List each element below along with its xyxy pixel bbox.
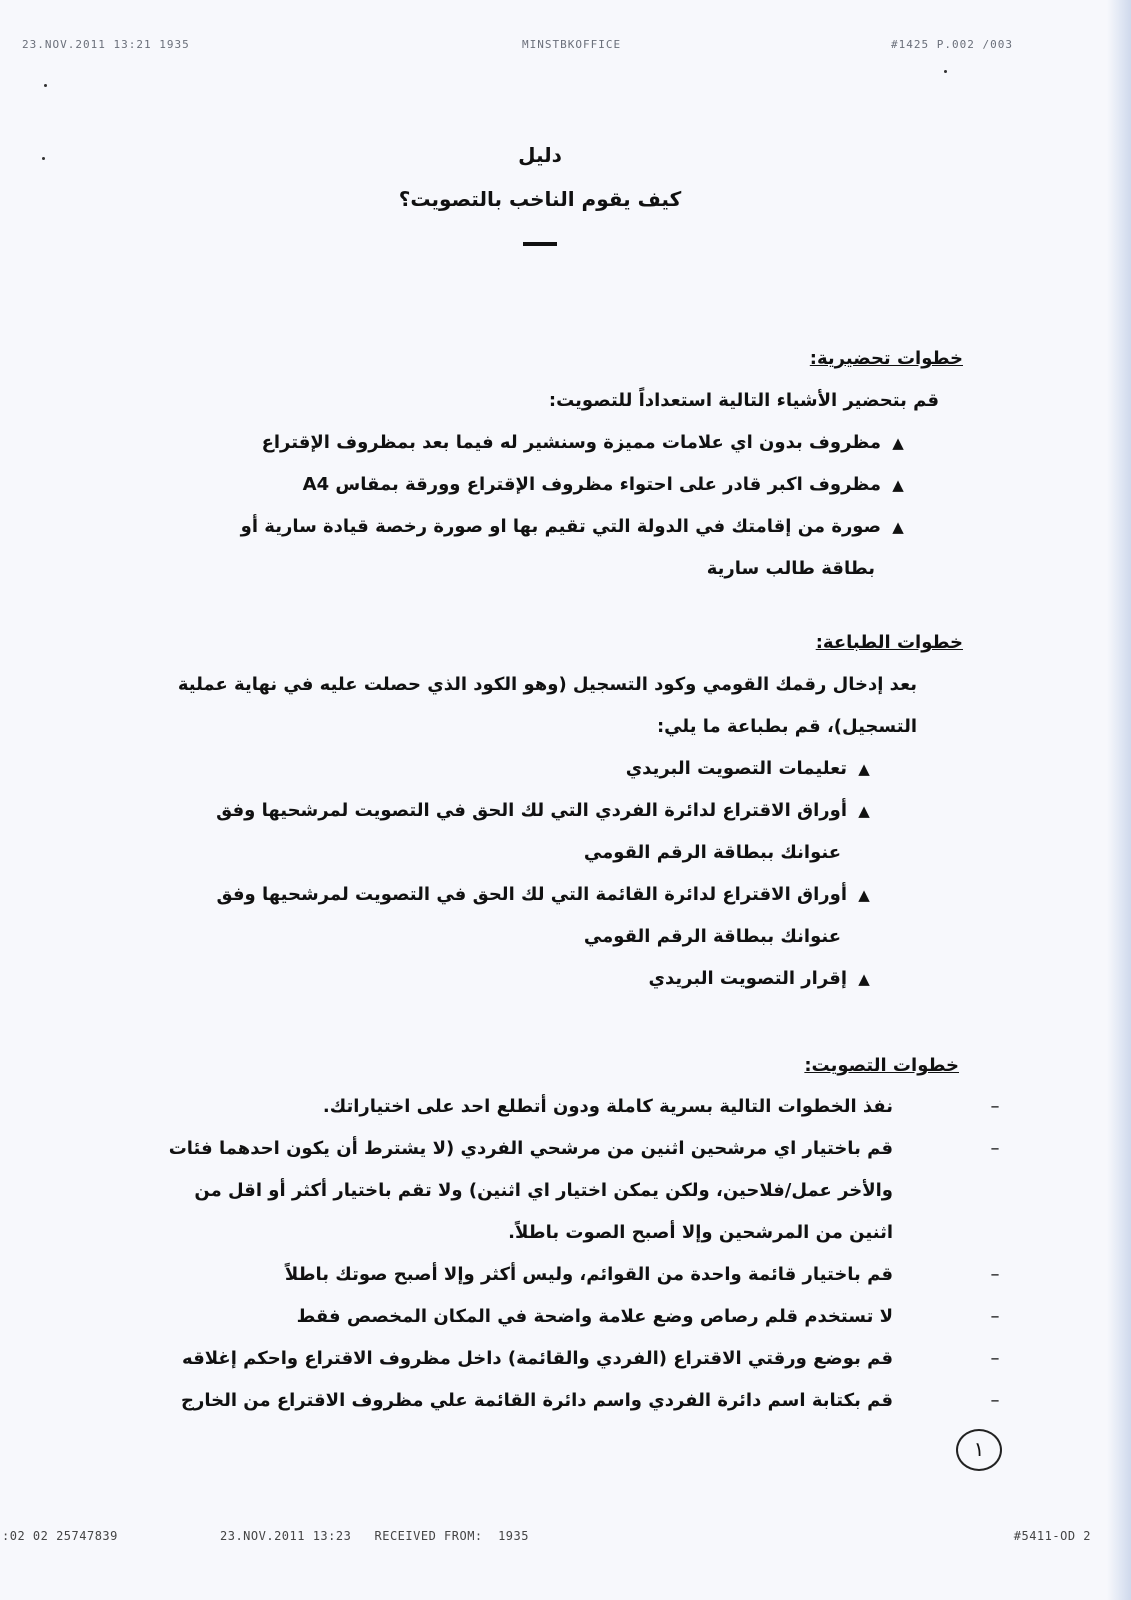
- item-text: أوراق الاقتراع لدائرة القائمة التي لك الحق في التصويت لمرشحيها وفق: [216, 884, 847, 905]
- page-number-circle: ١: [956, 1429, 1002, 1471]
- arrow-bullet-icon: ▲: [858, 760, 870, 778]
- list-item: [92, 1296, 1000, 1338]
- arrow-bullet-icon: ▲: [858, 802, 870, 820]
- fax-header-center: MINSTBKOFFICE: [522, 38, 622, 51]
- list-item: [100, 506, 909, 590]
- item-text: تعليمات التصويت البريدي: [625, 758, 847, 779]
- prep-list: [100, 422, 909, 590]
- doc-subtitle: كيف يقوم الناخب بالتصويت؟: [398, 187, 682, 211]
- list-item: [92, 1128, 1000, 1254]
- print-list: [100, 748, 875, 1000]
- dash-bullet-icon: –: [990, 1348, 1000, 1369]
- arrow-bullet-icon: ▲: [858, 886, 870, 904]
- prep-heading: خطوات تحضيرية:: [809, 348, 963, 369]
- item-text: قم باختيار قائمة واحدة من القوائم، وليس أكثر وإلا أصبح صوتك باطلاً: [284, 1264, 893, 1285]
- fax-footer-code: #5411-OD 2: [1013, 1529, 1091, 1543]
- list-item: [100, 790, 875, 874]
- arrow-bullet-icon: ▲: [858, 970, 870, 988]
- dash-bullet-icon: –: [990, 1096, 1000, 1117]
- item-text-cont: عنوانك ببطاقة الرقم القومي: [583, 842, 841, 863]
- title-block: [300, 140, 780, 246]
- fax-footer: [2, 1529, 1091, 1545]
- list-item: [100, 874, 875, 958]
- prep-intro: قم بتحضير الأشياء التالية استعداداً للتصويت:: [548, 390, 939, 411]
- fax-header: [22, 38, 1013, 54]
- arrow-bullet-icon: ▲: [892, 518, 904, 536]
- list-item: [100, 464, 909, 506]
- item-text: قم بوضع ورقتي الاقتراع (الفردي والقائمة) داخل مظروف الاقتراع واحكم إغلاقه: [182, 1348, 893, 1369]
- fax-header-right: #1425 P.002 /003: [891, 38, 1013, 51]
- list-item: [100, 748, 875, 790]
- item-text: أوراق الاقتراع لدائرة الفردي التي لك الحق في التصويت لمرشحيها وفق: [216, 800, 847, 821]
- dash-bullet-icon: –: [990, 1138, 1000, 1159]
- title-divider: [523, 242, 557, 246]
- list-item: [92, 1380, 1000, 1422]
- item-text: مظروف اكبر قادر على احتواء مظروف الإقتراع وورقة بمقاس A4: [302, 474, 881, 495]
- scan-edge: [1107, 0, 1131, 1600]
- print-heading: خطوات الطباعة:: [815, 632, 963, 653]
- item-text: إقرار التصويت البريدي: [648, 968, 847, 989]
- list-item: [92, 1086, 1000, 1128]
- doc-title: دليل: [518, 143, 562, 167]
- arrow-bullet-icon: ▲: [892, 434, 904, 452]
- item-text: قم بكتابة اسم دائرة الفردي واسم دائرة القائمة علي مظروف الاقتراع من الخارج: [181, 1390, 893, 1411]
- item-text-cont: عنوانك ببطاقة الرقم القومي: [583, 926, 841, 947]
- item-text: صورة من إقامتك في الدولة التي تقيم بها او صورة رخصة قيادة سارية أو: [240, 516, 881, 537]
- item-text: مظروف بدون اي علامات مميزة وسنشير له فيما بعد بمظروف الإقتراع: [261, 432, 881, 453]
- list-item: [92, 1254, 1000, 1296]
- dash-bullet-icon: –: [990, 1306, 1000, 1327]
- item-text-cont: والأخر عمل/فلاحين، ولكن يمكن اختيار اي اثنين) ولا تقم باختيار أكثر أو اقل من: [194, 1180, 893, 1201]
- fax-header-left: 23.NOV.2011 13:21 1935: [22, 38, 190, 51]
- dash-bullet-icon: –: [990, 1390, 1000, 1411]
- scan-speck: [42, 157, 45, 160]
- item-text: لا تستخدم قلم رصاص وضع علامة واضحة في المكان المخصص فقط: [296, 1306, 893, 1327]
- item-text-cont: بطاقة طالب سارية: [706, 558, 875, 579]
- vote-list: [92, 1086, 1000, 1422]
- dash-bullet-icon: –: [990, 1264, 1000, 1285]
- arrow-bullet-icon: ▲: [892, 476, 904, 494]
- scan-speck: [44, 84, 47, 87]
- list-item: [100, 422, 909, 464]
- list-item: [92, 1338, 1000, 1380]
- item-text: قم باختيار اي مرشحين اثنين من مرشحي الفردي (لا يشترط أن يكون احدهما فئات: [168, 1138, 893, 1159]
- print-intro-line1: بعد إدخال رقمك القومي وكود التسجيل (وهو الكود الذي حصلت عليه في نهاية عملية: [177, 674, 917, 695]
- item-text: نفذ الخطوات التالية بسرية كاملة ودون أتطلع احد على اختياراتك.: [322, 1096, 893, 1117]
- fax-footer-phone: :02 02 25747839: [2, 1529, 118, 1543]
- item-text-cont: اثنين من المرشحين وإلا أصبح الصوت باطلاً.: [508, 1222, 893, 1243]
- list-item: [100, 958, 875, 1000]
- scan-speck: [944, 70, 947, 73]
- fax-footer-received: 23.NOV.2011 13:23 RECEIVED FROM: 1935: [220, 1529, 529, 1543]
- vote-heading: خطوات التصويت:: [804, 1055, 959, 1076]
- print-intro-line2: التسجيل)، قم بطباعة ما يلي:: [656, 716, 917, 737]
